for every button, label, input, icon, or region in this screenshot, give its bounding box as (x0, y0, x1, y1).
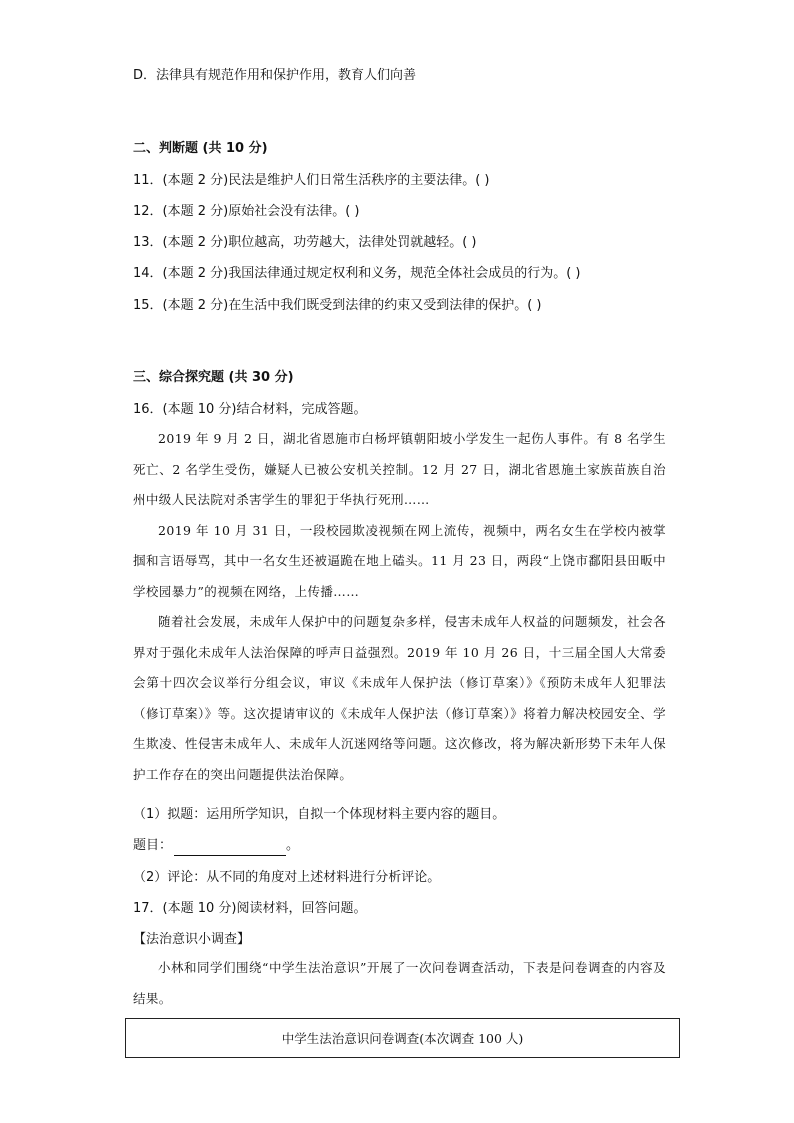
topic-end: 。 (286, 838, 300, 853)
material-paragraph-3: 随着社会发展，未成年人保护中的问题复杂多样，侵害未成年人权益的问题频发，社会各界对于强化未成年人法治保障的呼声日益强烈。2019 年 10 月 26 日，十三届全国人大常委会第十四次会议举行分组会议，审议《未成年人保护法（修订草案）》《预防未成年人犯罪法（修订草案）》等。这次提请审议的《未成年人保护法（修订草案）》将着力解决校园安全、学生欺凌、性侵害未成年人、未成年人沉迷网络等问题。这次修改，将为解决新形势下未年人保护工作存在的突出问题提供法治保障。 (133, 614, 666, 782)
question-14: 14．(本题 2 分)我国法律通过规定权利和义务，规范全体社会成员的行为。( ) (133, 266, 581, 281)
survey-table (125, 1018, 680, 1058)
question-17-material (133, 953, 666, 1014)
question-17-header: 17．(本题 10 分)阅读材料，回答问题。 (133, 901, 367, 916)
topic-label: 题目： (133, 838, 173, 853)
question-15: 15．(本题 2 分)在生活中我们既受到法律的约束又受到法律的保护。( ) (133, 298, 542, 313)
survey-table-title: 中学生法治意识问卷调查(本次调查 100 人) (281, 1031, 524, 1046)
question-12: 12．(本题 2 分)原始社会没有法律。( ) (133, 204, 360, 219)
section2-title: 二、判断题 (共 10 分) (133, 141, 268, 156)
question-16-header: 16．(本题 10 分)结合材料，完成答题。 (133, 402, 367, 417)
question-13: 13．(本题 2 分)职位越高，功劳越大，法律处罚就越轻。( ) (133, 235, 477, 250)
q17-subtitle: 【法治意识小调查】 (133, 932, 251, 947)
q16-sub1: （1）拟题：运用所学知识，自拟一个体现材料主要内容的题目。 (133, 807, 506, 822)
material-paragraph-1: 2019 年 9 月 2 日，湖北省恩施市白杨坪镇朝阳坡小学发生一起伤人事件。有 8 名学生死亡、2 名学生受伤，嫌疑人已被公安机关控制。12 月 27 日，湖北省恩施土家族苗族自治州中级人民法院对杀害学生的罪犯于华执行死刑…… (133, 431, 666, 507)
question-11: 11．(本题 2 分)民法是维护人们日常生活秩序的主要法律。( ) (133, 173, 490, 188)
q16-topic-line (133, 836, 299, 856)
section3-title: 三、综合探究题 (共 30 分) (133, 370, 294, 385)
material-paragraph-2: 2019 年 10 月 31 日，一段校园欺凌视频在网上流传，视频中，两名女生在学校内被掌掴和言语辱骂，其中一名女生还被逼跪在地上磕头。11 月 23 日，两段“上饶市鄱阳县田畈中学校园暴力”的视频在网络，上传播…… (133, 522, 666, 599)
q16-sub2: （2）评论：从不同的角度对上述材料进行分析评论。 (133, 870, 441, 885)
q17-paragraph: 小林和同学们围绕“中学生法治意识”开展了一次问卷调查活动，下表是问卷调查的内容及结果。 (133, 960, 666, 1006)
topic-blank[interactable] (174, 840, 286, 856)
question-16-material (133, 424, 666, 790)
option-d: D．法律具有规范作用和保护作用，教育人们向善 (133, 68, 417, 83)
